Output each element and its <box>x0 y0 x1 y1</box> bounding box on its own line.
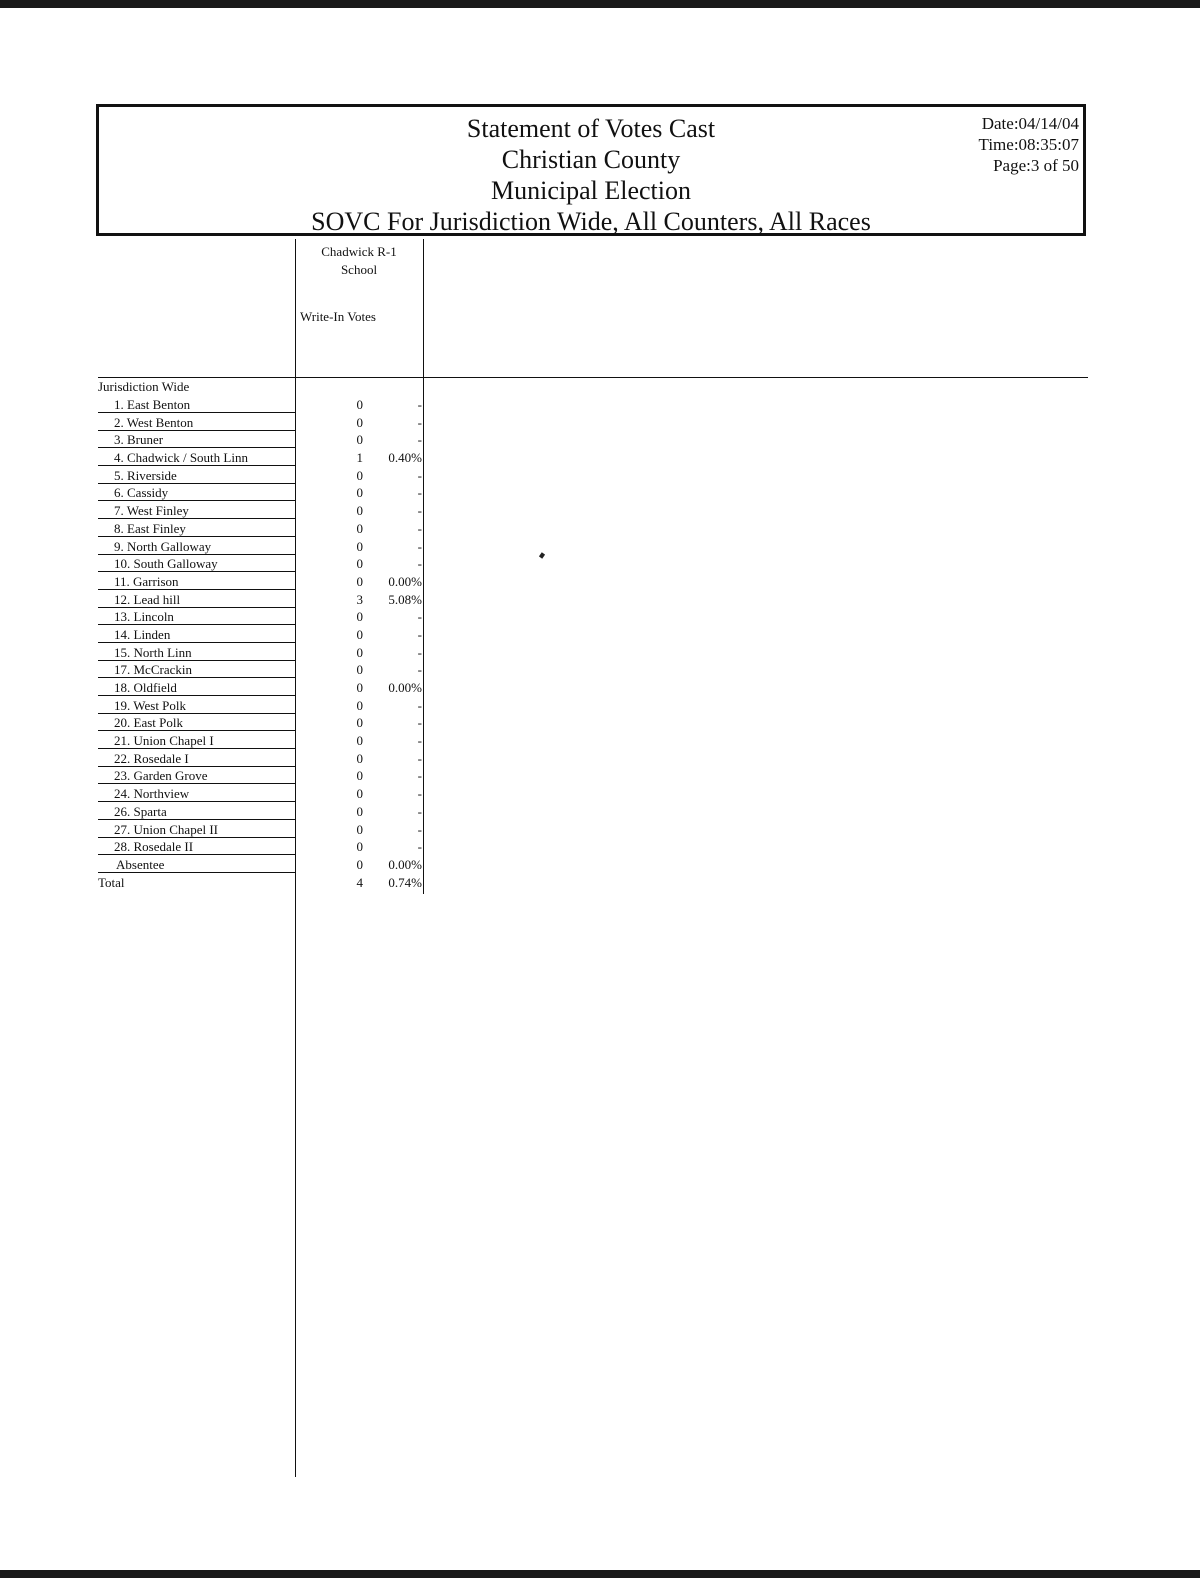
precinct-name: 26. Sparta <box>114 803 167 819</box>
vote-count: 4 <box>356 874 363 890</box>
row-underline <box>98 589 295 590</box>
table-row <box>98 786 428 804</box>
row-underline <box>98 730 295 731</box>
precinct-name: 18. Oldfield <box>114 680 177 695</box>
table-row <box>98 397 428 415</box>
table-row <box>98 733 428 751</box>
row-underline <box>98 713 295 714</box>
vote-count: 0 <box>356 485 363 501</box>
row-underline <box>98 624 295 625</box>
vote-count: 0 <box>356 768 363 784</box>
title-line-1: Statement of Votes Cast <box>466 114 716 143</box>
row-underline <box>98 837 295 838</box>
vote-count: 0 <box>356 644 363 660</box>
vote-count: 0 <box>356 503 363 519</box>
header-separator <box>98 377 1088 378</box>
table-row <box>98 485 428 503</box>
vote-percent: - <box>417 821 422 837</box>
row-underline <box>98 854 295 855</box>
precinct-name: 11. Garrison <box>114 573 179 589</box>
vote-percent: 5.08% <box>388 591 422 607</box>
vote-count: 0 <box>356 803 363 819</box>
vote-count: 0 <box>356 786 363 802</box>
row-underline <box>98 571 295 572</box>
precinct-name: 4. Chadwick / South Linn <box>114 450 248 466</box>
vote-percent: - <box>417 733 422 749</box>
row-underline <box>98 660 295 661</box>
vote-count: 0 <box>356 556 363 572</box>
table-row <box>98 432 428 450</box>
vote-count: 0 <box>356 662 363 678</box>
vote-count: 0 <box>356 856 363 872</box>
precinct-name: 27. Union Chapel II <box>114 821 218 837</box>
table-row <box>98 804 428 822</box>
vote-percent: 0.74% <box>388 874 422 890</box>
table-row <box>98 609 428 627</box>
vote-percent: - <box>417 803 422 819</box>
vote-percent: - <box>417 609 422 625</box>
vote-percent: - <box>417 397 422 412</box>
table-row <box>98 662 428 680</box>
row-underline <box>98 801 295 802</box>
row-underline <box>98 607 295 608</box>
precinct-name: 24. Northview <box>114 786 190 802</box>
precinct-name: 14. Linden <box>114 626 171 642</box>
vote-percent: - <box>417 626 422 642</box>
table-row <box>98 751 428 769</box>
precinct-name: 9. North Galloway <box>114 538 212 554</box>
precinct-name: 20. East Polk <box>114 715 183 731</box>
total-row <box>98 875 428 893</box>
table-row <box>98 645 428 663</box>
precinct-name: 8. East Finley <box>114 520 186 536</box>
vote-percent: - <box>417 839 422 855</box>
precinct-name: Total <box>98 874 125 890</box>
vote-percent: 0.00% <box>388 680 422 695</box>
vote-percent: 0.40% <box>388 450 422 466</box>
vote-count: 0 <box>356 538 363 554</box>
table-row <box>98 450 428 468</box>
table-row <box>98 415 428 433</box>
vote-count: 0 <box>356 821 363 837</box>
row-underline <box>98 872 295 873</box>
vote-percent: - <box>417 750 422 766</box>
row-underline <box>98 536 295 537</box>
vote-percent: - <box>417 485 422 501</box>
vote-percent: - <box>417 538 422 554</box>
vote-percent: - <box>417 768 422 784</box>
vote-percent: - <box>417 644 422 660</box>
row-underline <box>98 677 295 678</box>
table-row <box>98 857 428 875</box>
title-line-4: SOVC For Jurisdiction Wide, All Counters, All Races <box>311 207 871 236</box>
precinct-name: 21. Union Chapel I <box>114 733 214 749</box>
precinct-name: 2. West Benton <box>114 414 194 430</box>
table-row <box>98 539 428 557</box>
table-row <box>98 592 428 610</box>
row-underline <box>98 642 295 643</box>
precinct-table <box>98 397 428 892</box>
vote-count: 0 <box>356 520 363 536</box>
precinct-name: 19. West Polk <box>114 697 187 713</box>
row-underline <box>98 483 295 484</box>
section-label: Jurisdiction Wide <box>98 379 190 394</box>
row-underline <box>98 447 295 448</box>
table-row <box>98 768 428 786</box>
scan-edge-top <box>0 0 1200 8</box>
vote-count: 0 <box>356 432 363 448</box>
report-title <box>99 113 1083 237</box>
precinct-name: 3. Bruner <box>114 432 164 448</box>
precinct-name: 17. McCrackin <box>114 662 192 678</box>
table-row <box>98 822 428 840</box>
table-row <box>98 715 428 733</box>
table-row <box>98 556 428 574</box>
precinct-name: Absentee <box>116 856 165 872</box>
row-underline <box>98 518 295 519</box>
precinct-name: 10. South Galloway <box>114 556 218 572</box>
vote-percent: - <box>417 556 422 572</box>
vote-count: 0 <box>356 573 363 589</box>
precinct-name: 5. Riverside <box>114 467 177 483</box>
row-underline <box>98 554 295 555</box>
scan-edge-bottom <box>0 1570 1200 1578</box>
vote-count: 0 <box>356 750 363 766</box>
precinct-name: 28. Rosedale II <box>114 839 194 855</box>
table-row <box>98 521 428 539</box>
vote-percent: - <box>417 662 422 678</box>
vote-count: 0 <box>356 467 363 483</box>
table-row <box>98 627 428 645</box>
vote-count: 0 <box>356 680 363 695</box>
vote-count: 0 <box>356 609 363 625</box>
vote-count: 0 <box>356 733 363 749</box>
vote-percent: - <box>417 697 422 713</box>
table-row <box>98 503 428 521</box>
vote-percent: - <box>417 786 422 802</box>
table-row <box>98 574 428 592</box>
row-underline <box>98 748 295 749</box>
vote-percent: - <box>417 503 422 519</box>
title-line-2: Christian County <box>501 145 681 174</box>
table-row <box>98 698 428 716</box>
report-time: Time:08:35:07 <box>978 135 1079 154</box>
report-header <box>96 104 1086 236</box>
row-underline <box>98 430 295 431</box>
report-meta <box>979 113 1079 176</box>
vote-count: 0 <box>356 839 363 855</box>
row-underline <box>98 412 295 413</box>
vote-percent: - <box>417 715 422 731</box>
vote-count: 0 <box>356 715 363 731</box>
race-name-line-2: School <box>340 262 378 277</box>
precinct-name: 15. North Linn <box>114 644 192 660</box>
row-underline <box>98 819 295 820</box>
vote-percent: - <box>417 467 422 483</box>
precinct-name: 13. Lincoln <box>114 609 174 625</box>
vote-count: 3 <box>356 591 363 607</box>
row-underline <box>98 465 295 466</box>
report-page: Page:3 of 50 <box>993 156 1079 175</box>
column-subheader: Write-In Votes <box>300 309 376 324</box>
vote-count: 0 <box>356 626 363 642</box>
report-date: Date:04/14/04 <box>981 114 1079 133</box>
scan-speck <box>539 552 545 558</box>
vote-count: 0 <box>356 414 363 430</box>
vote-count: 1 <box>356 450 363 466</box>
precinct-name: 12. Lead hill <box>114 591 181 607</box>
row-underline <box>98 695 295 696</box>
vote-percent: - <box>417 432 422 448</box>
vote-percent: - <box>417 414 422 430</box>
precinct-name: 6. Cassidy <box>114 485 169 501</box>
table-row <box>98 839 428 857</box>
vote-percent: - <box>417 520 422 536</box>
title-line-3: Municipal Election <box>490 176 691 205</box>
vote-count: 0 <box>356 697 363 713</box>
table-row <box>98 468 428 486</box>
vote-percent: 0.00% <box>388 573 422 589</box>
row-underline <box>98 783 295 784</box>
vote-count: 0 <box>356 397 363 412</box>
precinct-name: 1. East Benton <box>114 397 191 412</box>
row-underline <box>98 766 295 767</box>
precinct-name: 7. West Finley <box>114 503 189 519</box>
table-row <box>98 680 428 698</box>
vote-percent: 0.00% <box>388 856 422 872</box>
race-name-line-1: Chadwick R-1 <box>321 244 397 259</box>
precinct-name: 22. Rosedale I <box>114 750 189 766</box>
row-underline <box>98 500 295 501</box>
precinct-name: 23. Garden Grove <box>114 768 208 784</box>
